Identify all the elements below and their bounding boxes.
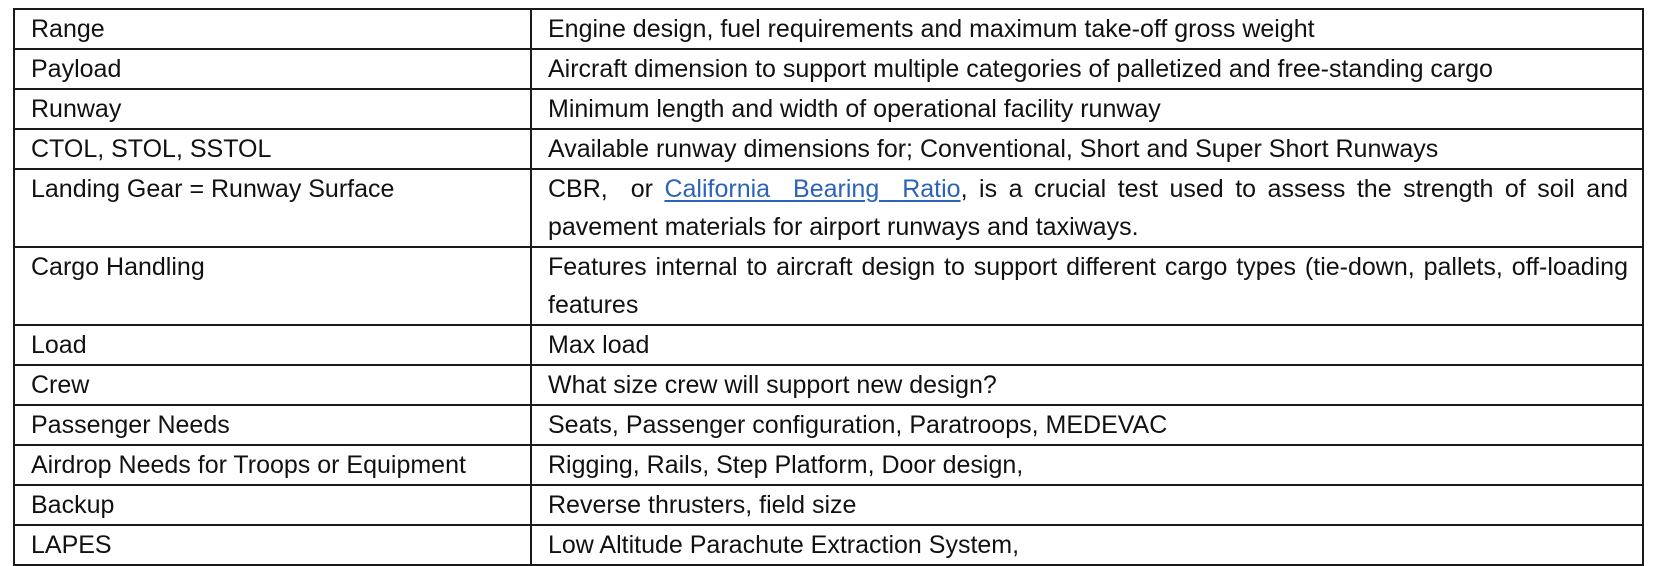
table-row [14,325,1643,365]
description-text: Seats, Passenger configuration, Paratroops, MEDEVAC [548,411,1168,439]
table-row [14,247,1643,325]
table-row [14,365,1643,405]
term-text: Airdrop Needs for Troops or Equipment [31,451,466,479]
description-text [548,170,1628,246]
description-cell [531,129,1643,169]
term-text: Runway [31,95,122,123]
description-cell [531,445,1643,485]
term-text: Cargo Handling [31,253,205,281]
description-text: What size crew will support new design? [548,371,997,399]
description-text-after-link: , is a crucial test used to assess the strength of soil and pavement materials for airport runways and taxiways. [548,175,1628,241]
term-text: Range [31,15,105,43]
description-cell [531,485,1643,525]
term-text: Crew [31,371,90,399]
term-cell [14,9,531,49]
california-bearing-ratio-link[interactable]: California Bearing Ratio [664,175,961,203]
term-cell [14,525,531,565]
description-cell [531,89,1643,129]
description-cell [531,169,1643,247]
table-row [14,9,1643,49]
table-row [14,485,1643,525]
description-text: Rigging, Rails, Step Platform, Door design, [548,451,1024,479]
term-cell [14,49,531,89]
description-cell [531,365,1643,405]
term-text: LAPES [31,531,112,559]
description-cell [531,9,1643,49]
requirements-table [13,8,1644,566]
description-text: Minimum length and width of operational facility runway [548,95,1161,123]
term-cell [14,247,531,325]
description-text: Low Altitude Parachute Extraction System, [548,531,1020,559]
term-cell [14,169,531,247]
table-row [14,89,1643,129]
term-cell [14,485,531,525]
description-text: Reverse thrusters, field size [548,491,857,519]
description-text: Max load [548,331,650,359]
table-row [14,525,1643,565]
term-cell [14,445,531,485]
term-text: Payload [31,55,122,83]
description-text: Aircraft dimension to support multiple categories of palletized and free-standing cargo [548,55,1493,83]
requirements-table-body [14,9,1643,565]
description-cell [531,49,1643,89]
description-cell [531,325,1643,365]
description-cell [531,405,1643,445]
description-text: Engine design, fuel requirements and maximum take-off gross weight [548,15,1315,43]
term-text: CTOL, STOL, SSTOL [31,135,272,163]
term-cell [14,89,531,129]
description-cell [531,247,1643,325]
term-cell [14,129,531,169]
term-text: Backup [31,491,115,519]
term-text: Load [31,331,87,359]
table-row [14,445,1643,485]
description-text: Features internal to aircraft design to support different cargo types (tie-down, pallets, off-loading features [548,253,1628,319]
term-cell [14,325,531,365]
term-cell [14,365,531,405]
term-text: Passenger Needs [31,411,230,439]
term-text: Landing Gear = Runway Surface [31,175,395,203]
description-cell [531,525,1643,565]
table-row [14,49,1643,89]
table-row [14,169,1643,247]
description-text: Available runway dimensions for; Conventional, Short and Super Short Runways [548,135,1439,163]
table-row [14,129,1643,169]
table-row [14,405,1643,445]
term-cell [14,405,531,445]
description-text-before-link: CBR, or [548,175,665,203]
